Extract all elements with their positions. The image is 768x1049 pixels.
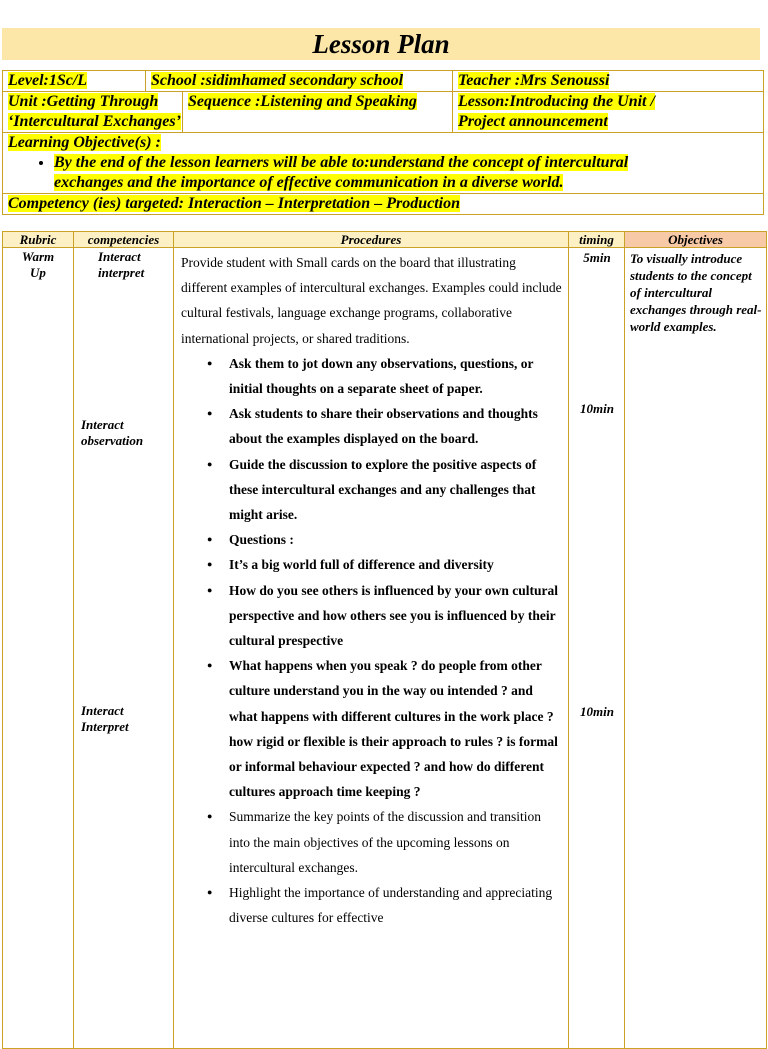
sequence-cell — [183, 92, 453, 133]
objectives-cell — [625, 248, 767, 1049]
list-item: ● Ask students to share their observations and thoughts about the examples displayed on the board. — [229, 401, 562, 451]
competency-2-line1: Interact — [81, 417, 124, 432]
teacher-label: Teacher :Mrs Senoussi — [458, 72, 610, 89]
objectives-label: Learning Objective(s) : — [8, 134, 161, 151]
teacher-cell — [453, 71, 764, 92]
list-item: ● It’s a big world full of difference and diversity — [229, 552, 562, 577]
competency-3-line1: Interact — [81, 703, 124, 718]
competency-3-line2: Interpret — [81, 719, 129, 734]
school-label: School :sidimhamed secondary school — [151, 72, 404, 89]
lesson-label-line2: Project announcement — [458, 113, 608, 130]
timing-1: 5min — [583, 250, 611, 265]
unit-label-line1: Unit :Getting Through — [8, 93, 159, 110]
competency-1-line1: Interact — [98, 249, 141, 264]
unit-label-line2: ‘Intercultural Exchanges’ — [8, 113, 181, 130]
page-title: Lesson Plan — [312, 29, 450, 59]
col-header-competencies: competencies — [74, 232, 174, 248]
objective-text-line2: exchanges and the importance of effective communication in a diverse world. — [54, 174, 564, 191]
learning-objectives-cell — [3, 133, 764, 215]
rubric-line1: Warm — [21, 249, 55, 264]
procedures-cell — [174, 248, 569, 1049]
competency-2-line2: observation — [81, 433, 144, 448]
competency-label: Competency (ies) targeted: Interaction – Interpretation – Production — [8, 195, 460, 212]
col-header-timing: timing — [569, 232, 625, 248]
table-header-row — [3, 232, 767, 248]
level-label: Level:1Sc/L — [8, 72, 88, 89]
lesson-label-line1: Lesson:Introducing the Unit / — [458, 93, 655, 110]
col-header-procedures: Procedures — [174, 232, 569, 248]
list-item — [54, 153, 763, 193]
list-item: ● Guide the discussion to explore the positive aspects of these intercultural exchanges and any challenges that might arise. — [229, 452, 562, 528]
unit-cell — [3, 92, 183, 133]
procedures-table — [2, 231, 767, 1049]
lesson-header-table — [2, 70, 764, 215]
timing-3: 10min — [580, 704, 614, 719]
competency-2 — [81, 417, 143, 449]
list-item: ● Ask them to jot down any observations, questions, or initial thoughts on a separate sheet of paper. — [229, 351, 562, 401]
rubric-line2: Up — [30, 265, 46, 280]
sequence-label: Sequence :Listening and Speaking — [188, 93, 417, 110]
objective-text-line1: By the end of the lesson learners will be able to:understand the concept of intercultural — [54, 154, 629, 171]
objectives-list — [8, 153, 763, 193]
timing-cell — [569, 248, 625, 1049]
title-bar — [2, 28, 760, 60]
list-item: ● What happens when you speak ? do people from other culture understand you in the way ou intended ? and what happens with different cultures in the work place ? how rigid or flexible is their approach to rules ? is formal or informal behaviour expected ? and how do different cultures approach time keeping ? — [229, 653, 562, 804]
competency-1 — [98, 249, 144, 281]
procedure-intro: Provide student with Small cards on the board that illustrating different examples of intercultural exchanges. Examples could include cultural festivals, language exchange programs, collaborative international projects, or shared traditions. — [181, 255, 562, 346]
list-item: ● Summarize the key points of the discussion and transition into the main objectives of the upcoming lessons on intercultural exchanges. — [229, 804, 562, 880]
level-cell — [3, 71, 146, 92]
lesson-cell — [453, 92, 764, 133]
col-header-rubric: Rubric — [3, 232, 74, 248]
school-cell — [146, 71, 453, 92]
competency-3 — [81, 703, 129, 735]
competencies-cell — [74, 248, 174, 1049]
procedures-text — [174, 248, 568, 930]
timing-2: 10min — [580, 401, 614, 416]
competency-1-line2: interpret — [98, 265, 145, 280]
rubric-cell — [3, 248, 74, 1049]
objective-text: To visually introduce students to the concept of intercultural exchanges through real-world examples. — [630, 251, 762, 334]
procedure-list — [181, 351, 562, 931]
list-item: ● Highlight the importance of understanding and appreciating diverse cultures for effective — [229, 880, 562, 930]
list-item: ● How do you see others is influenced by your own cultural perspective and how others see you is influenced by their cultural prespective — [229, 578, 562, 654]
rubric-text — [3, 248, 73, 281]
table-row — [3, 248, 767, 1049]
col-header-objectives: Objectives — [625, 232, 767, 248]
list-item: ● Questions : — [229, 527, 562, 552]
